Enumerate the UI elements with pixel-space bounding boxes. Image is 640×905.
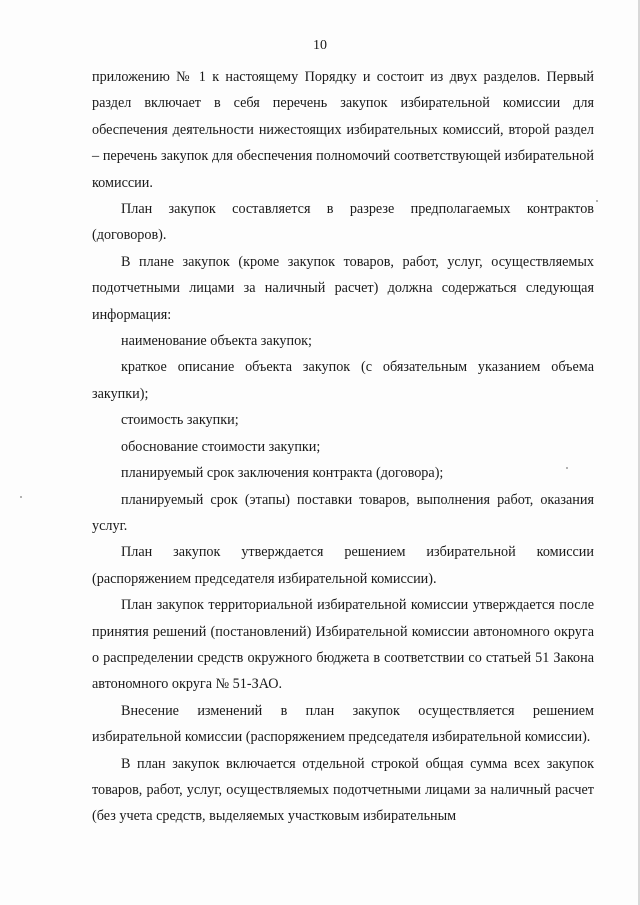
- page-number: 10: [313, 38, 327, 53]
- paragraph-cash-purchases: В план закупок включается отдельной строкой общая сумма всех закупок товаров, работ, услуг, осуществляемых подотчетными лицами за наличный расчет (без учета средств, выделяемых участковым избирательным: [92, 755, 594, 825]
- scan-speck: [20, 496, 22, 498]
- scan-speck: [566, 467, 568, 469]
- list-item-cost-justification: обоснование стоимости закупки;: [121, 438, 321, 455]
- list-item-object-description: краткое описание объекта закупок (с обязательным указанием объема закупки);: [92, 359, 594, 402]
- list-item-object-name: наименование объекта закупок;: [121, 333, 313, 350]
- list-item-cost: стоимость закупки;: [121, 412, 239, 429]
- scan-speck: [596, 200, 598, 202]
- paragraph-plan-amendments: Внесение изменений в план закупок осуществляется решением избирательной комиссии (распоряжением председателя избирательной комиссии).: [92, 702, 594, 746]
- paragraph-sections-description: приложению № 1 к настоящему Порядку и состоит из двух разделов. Первый раздел включает в себя перечень закупок избирательной комиссии для обеспечения деятельности нижестоящих избирательных комиссий, второй раздел – перечень закупок для обеспечения полномочий соответствующей избирательной комиссии.: [92, 69, 594, 191]
- list-item-delivery-date: планируемый срок (этапы) поставки товаров, выполнения работ, оказания услуг.: [92, 491, 594, 534]
- paragraph-territorial-approval: План закупок территориальной избирательной комиссии утверждается после принятия решений (постановлений) Избирательной комиссии автономного округа о распределении средств окружного бюджета в соответствии со статьей 51 Закона автономного округа № 51-ЗАО.: [92, 597, 594, 693]
- paragraph-plan-composition: План закупок составляется в разрезе предполагаемых контрактов (договоров).: [92, 201, 594, 244]
- list-item-contract-date: планируемый срок заключения контракта (договора);: [121, 465, 444, 482]
- paragraph-plan-approval: План закупок утверждается решением избирательной комиссии (распоряжением председателя избирательной комиссии).: [92, 544, 594, 587]
- document-body: [92, 64, 594, 830]
- paragraph-plan-contents-intro: В плане закупок (кроме закупок товаров, работ, услуг, осуществляемых подотчетными лицами за наличный расчет) должна содержаться следующая информация:: [92, 253, 594, 323]
